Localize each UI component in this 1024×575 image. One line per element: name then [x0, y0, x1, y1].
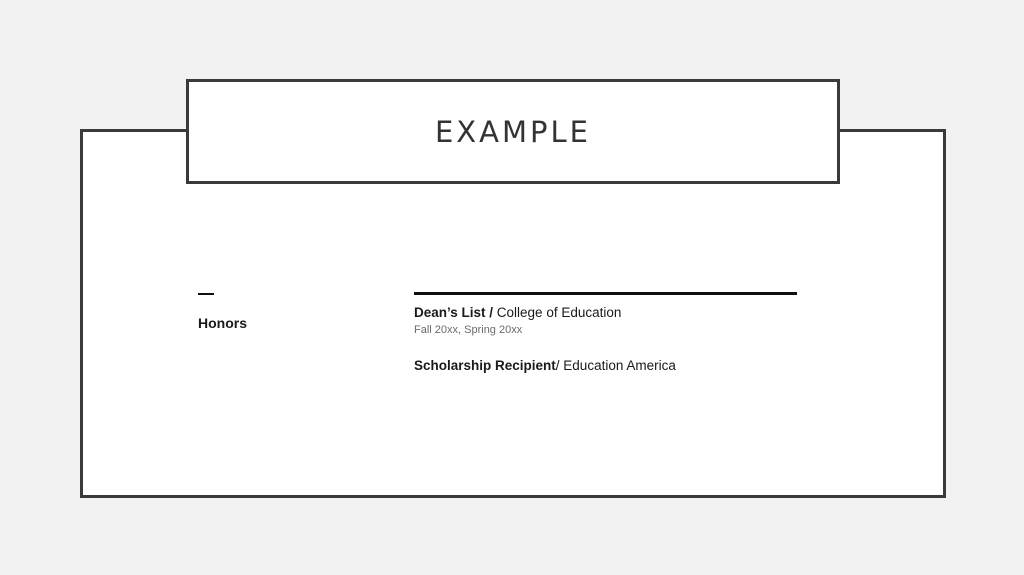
honor-organization: College of Education	[493, 305, 622, 320]
honor-entry-scholarship	[414, 358, 676, 373]
honor-title: Scholarship Recipient	[414, 358, 556, 373]
honor-dates: Fall 20xx, Spring 20xx	[414, 324, 523, 336]
section-rule-divider	[414, 292, 797, 295]
title-box	[186, 79, 840, 184]
section-label-honors: Honors	[198, 315, 247, 331]
honor-organization: / Education America	[555, 358, 676, 373]
section-dash-divider	[198, 293, 214, 295]
slide-title: EXAMPLE	[434, 114, 592, 149]
honor-entry-deans-list	[414, 305, 621, 320]
honor-title: Dean’s List /	[414, 305, 494, 320]
